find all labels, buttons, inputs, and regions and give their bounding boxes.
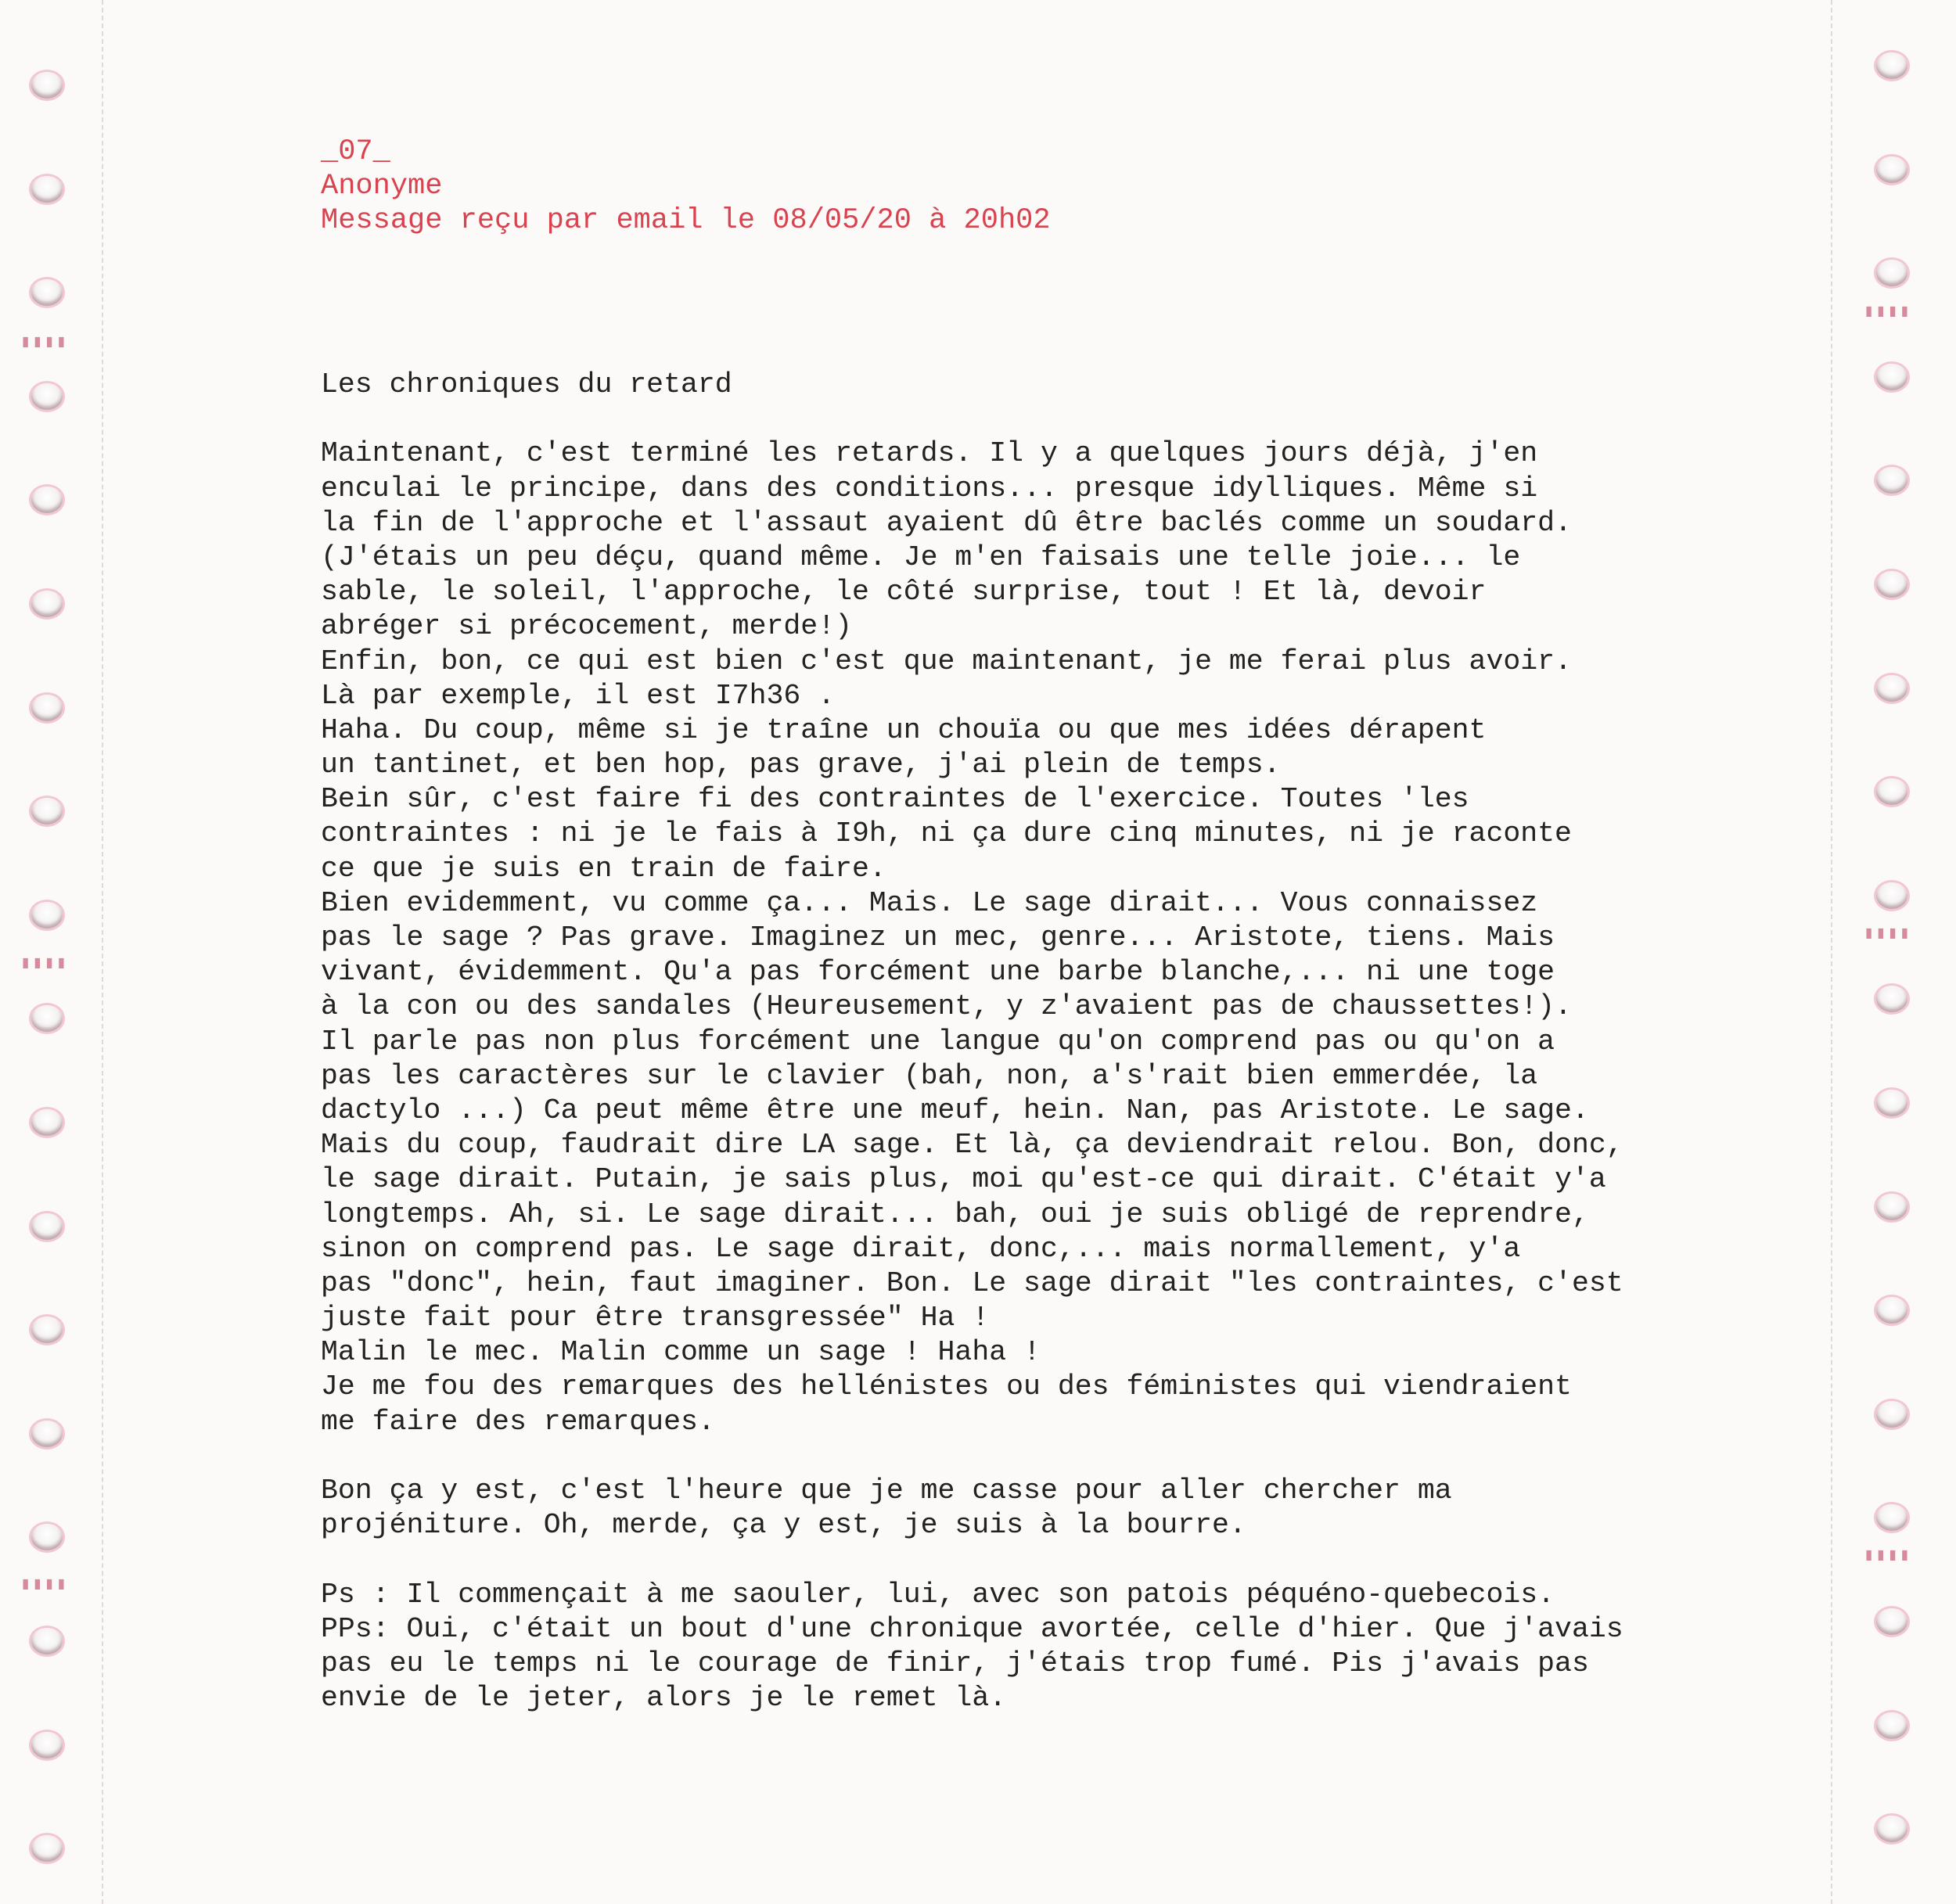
letter-title: Les chroniques du retard: [321, 368, 732, 401]
feed-hole: [1876, 1401, 1907, 1428]
feed-hole: [31, 279, 63, 306]
text-line: sable, le soleil, l'approche, le côté surprise, tout ! Et là, devoir: [321, 576, 1487, 609]
text-line: Haha. Du coup, même si je traîne un chouïa ou que mes idées dérapent: [321, 713, 1487, 746]
feed-hole: [1876, 1608, 1907, 1635]
text-line: Maintenant, c'est terminé les retards. Il y a quelques jours déjà, j'en: [321, 437, 1538, 470]
text-line: Malin le mec. Malin comme un sage ! Haha !: [321, 1336, 1041, 1369]
text-line: Je me fou des remarques des hellénistes ou des féministes qui viendraient: [321, 1371, 1572, 1403]
tear-mark: ▮▮▮▮: [1864, 301, 1911, 321]
feed-hole: [31, 72, 63, 99]
left-perforation-line: [102, 0, 103, 1904]
text-line: ce que je suis en train de faire.: [321, 852, 886, 885]
text-line: projéniture. Oh, merde, ça y est, je suis à la bourre.: [321, 1509, 1246, 1542]
feed-hole: [31, 591, 63, 617]
feed-hole: [31, 1628, 63, 1654]
text-line: abréger si précocement, merde!): [321, 610, 853, 643]
text-line: sinon on comprend pas. Le sage dirait, donc,... mais normallement, y'a: [321, 1232, 1521, 1265]
feed-hole: [31, 902, 63, 929]
feed-hole: [31, 798, 63, 824]
feed-hole: [1876, 364, 1907, 390]
text-line: Bein sûr, c'est faire fi des contraintes de l'exercice. Toutes 'les: [321, 783, 1469, 816]
text-line: pas les caractères sur le clavier (bah, non, a's'rait bien emmerdée, la: [321, 1059, 1538, 1092]
feed-hole: [1876, 1090, 1907, 1116]
feed-hole: [1876, 571, 1907, 598]
feed-hole: [31, 1317, 63, 1343]
text-line: enculai le principe, dans des conditions... presque idylliques. Même si: [321, 472, 1538, 505]
tear-mark: ▮▮▮▮: [1864, 923, 1911, 943]
text-line: dactylo ...) Ca peut même être une meuf, hein. Nan, pas Aristote. Le sage.: [321, 1094, 1589, 1126]
feed-hole: [1876, 260, 1907, 286]
feed-hole: [1876, 52, 1907, 79]
feed-hole: [31, 176, 63, 203]
letter-header: [321, 135, 1051, 238]
letter-body: [321, 368, 1674, 1715]
received-note: Message reçu par email le 08/05/20 à 20h02: [321, 204, 1051, 237]
author-name: Anonyme: [321, 170, 443, 203]
feed-hole: [31, 1005, 63, 1032]
feed-hole: [31, 1732, 63, 1759]
text-line: la fin de l'approche et l'assaut ayaient dû être baclés comme un soudard.: [321, 506, 1572, 539]
tear-mark: ▮▮▮▮: [20, 1574, 68, 1593]
tear-mark: ▮▮▮▮: [1864, 1545, 1911, 1565]
text-line: juste fait pour être transgressée" Ha !: [321, 1302, 990, 1335]
tear-mark: ▮▮▮▮: [20, 332, 68, 351]
feed-hole: [1876, 1194, 1907, 1220]
text-line: à la con ou des sandales (Heureusement, y z'avaient pas de chaussettes!).: [321, 990, 1572, 1023]
feed-hole: [1876, 1816, 1907, 1842]
feed-hole: [31, 1213, 63, 1240]
feed-hole: [31, 1835, 63, 1862]
text-line: vivant, évidemment. Qu'a pas forcément une barbe blanche,... ni une toge: [321, 956, 1555, 989]
text-line: un tantinet, et ben hop, pas grave, j'ai plein de temps.: [321, 749, 1281, 781]
text-line: Enfin, bon, ce qui est bien c'est que maintenant, je me ferai plus avoir.: [321, 645, 1572, 677]
feed-hole: [1876, 1504, 1907, 1531]
feed-hole: [1876, 1712, 1907, 1739]
text-line: (J'étais un peu déçu, quand même. Je m'en faisais une telle joie... le: [321, 541, 1521, 573]
text-line: [321, 1543, 1674, 1577]
feed-hole: [1876, 778, 1907, 805]
text-line: pas eu le temps ni le courage de finir, j'étais trop fumé. Pis j'avais pas: [321, 1647, 1589, 1679]
text-line: envie de le jeter, alors je le remet là.: [321, 1682, 1007, 1715]
feed-hole: [1876, 675, 1907, 702]
feed-hole: [1876, 156, 1907, 183]
text-line: PPs: Oui, c'était un bout d'une chronique avortée, celle d'hier. Que j'avais: [321, 1612, 1623, 1645]
text-line: Mais du coup, faudrait dire LA sage. Et là, ça deviendrait relou. Bon, donc,: [321, 1129, 1623, 1162]
feed-hole: [1876, 1297, 1907, 1324]
feed-hole: [1876, 467, 1907, 494]
feed-hole: [31, 487, 63, 513]
text-line: Bon ça y est, c'est l'heure que je me casse pour aller chercher ma: [321, 1475, 1452, 1507]
text-line: Ps : Il commençait à me saouler, lui, avec son patois péquéno-quebecois.: [321, 1578, 1555, 1611]
text-line: [321, 1439, 1674, 1474]
feed-hole: [1876, 882, 1907, 909]
feed-hole: [1876, 986, 1907, 1012]
text-line: [321, 402, 1674, 436]
text-line: Là par exemple, il est I7h36 .: [321, 679, 836, 712]
right-perforation-line: [1831, 0, 1832, 1904]
text-line: Il parle pas non plus forcément une langue qu'on comprend pas ou qu'on a: [321, 1025, 1555, 1058]
feed-hole: [31, 695, 63, 721]
text-line: pas "donc", hein, faut imaginer. Bon. Le sage dirait "les contraintes, c'est: [321, 1266, 1623, 1299]
text-line: me faire des remarques.: [321, 1405, 715, 1438]
tear-mark: ▮▮▮▮: [20, 953, 68, 972]
feed-hole: [31, 1524, 63, 1550]
text-line: longtemps. Ah, si. Le sage dirait... bah, oui je suis obligé de reprendre,: [321, 1198, 1589, 1230]
text-line: Bien evidemment, vu comme ça... Mais. Le sage dirait... Vous connaissez: [321, 886, 1538, 919]
entry-number: _07_: [321, 135, 390, 168]
feed-hole: [31, 383, 63, 410]
text-line: contraintes : ni je le fais à I9h, ni ça dure cinq minutes, ni je raconte: [321, 817, 1572, 850]
text-line: le sage dirait. Putain, je sais plus, moi qu'est-ce qui dirait. C'était y'a: [321, 1163, 1606, 1196]
text-line: pas le sage ? Pas grave. Imaginez un mec, genre... Aristote, tiens. Mais: [321, 921, 1555, 954]
feed-hole: [31, 1109, 63, 1136]
feed-hole: [31, 1421, 63, 1447]
